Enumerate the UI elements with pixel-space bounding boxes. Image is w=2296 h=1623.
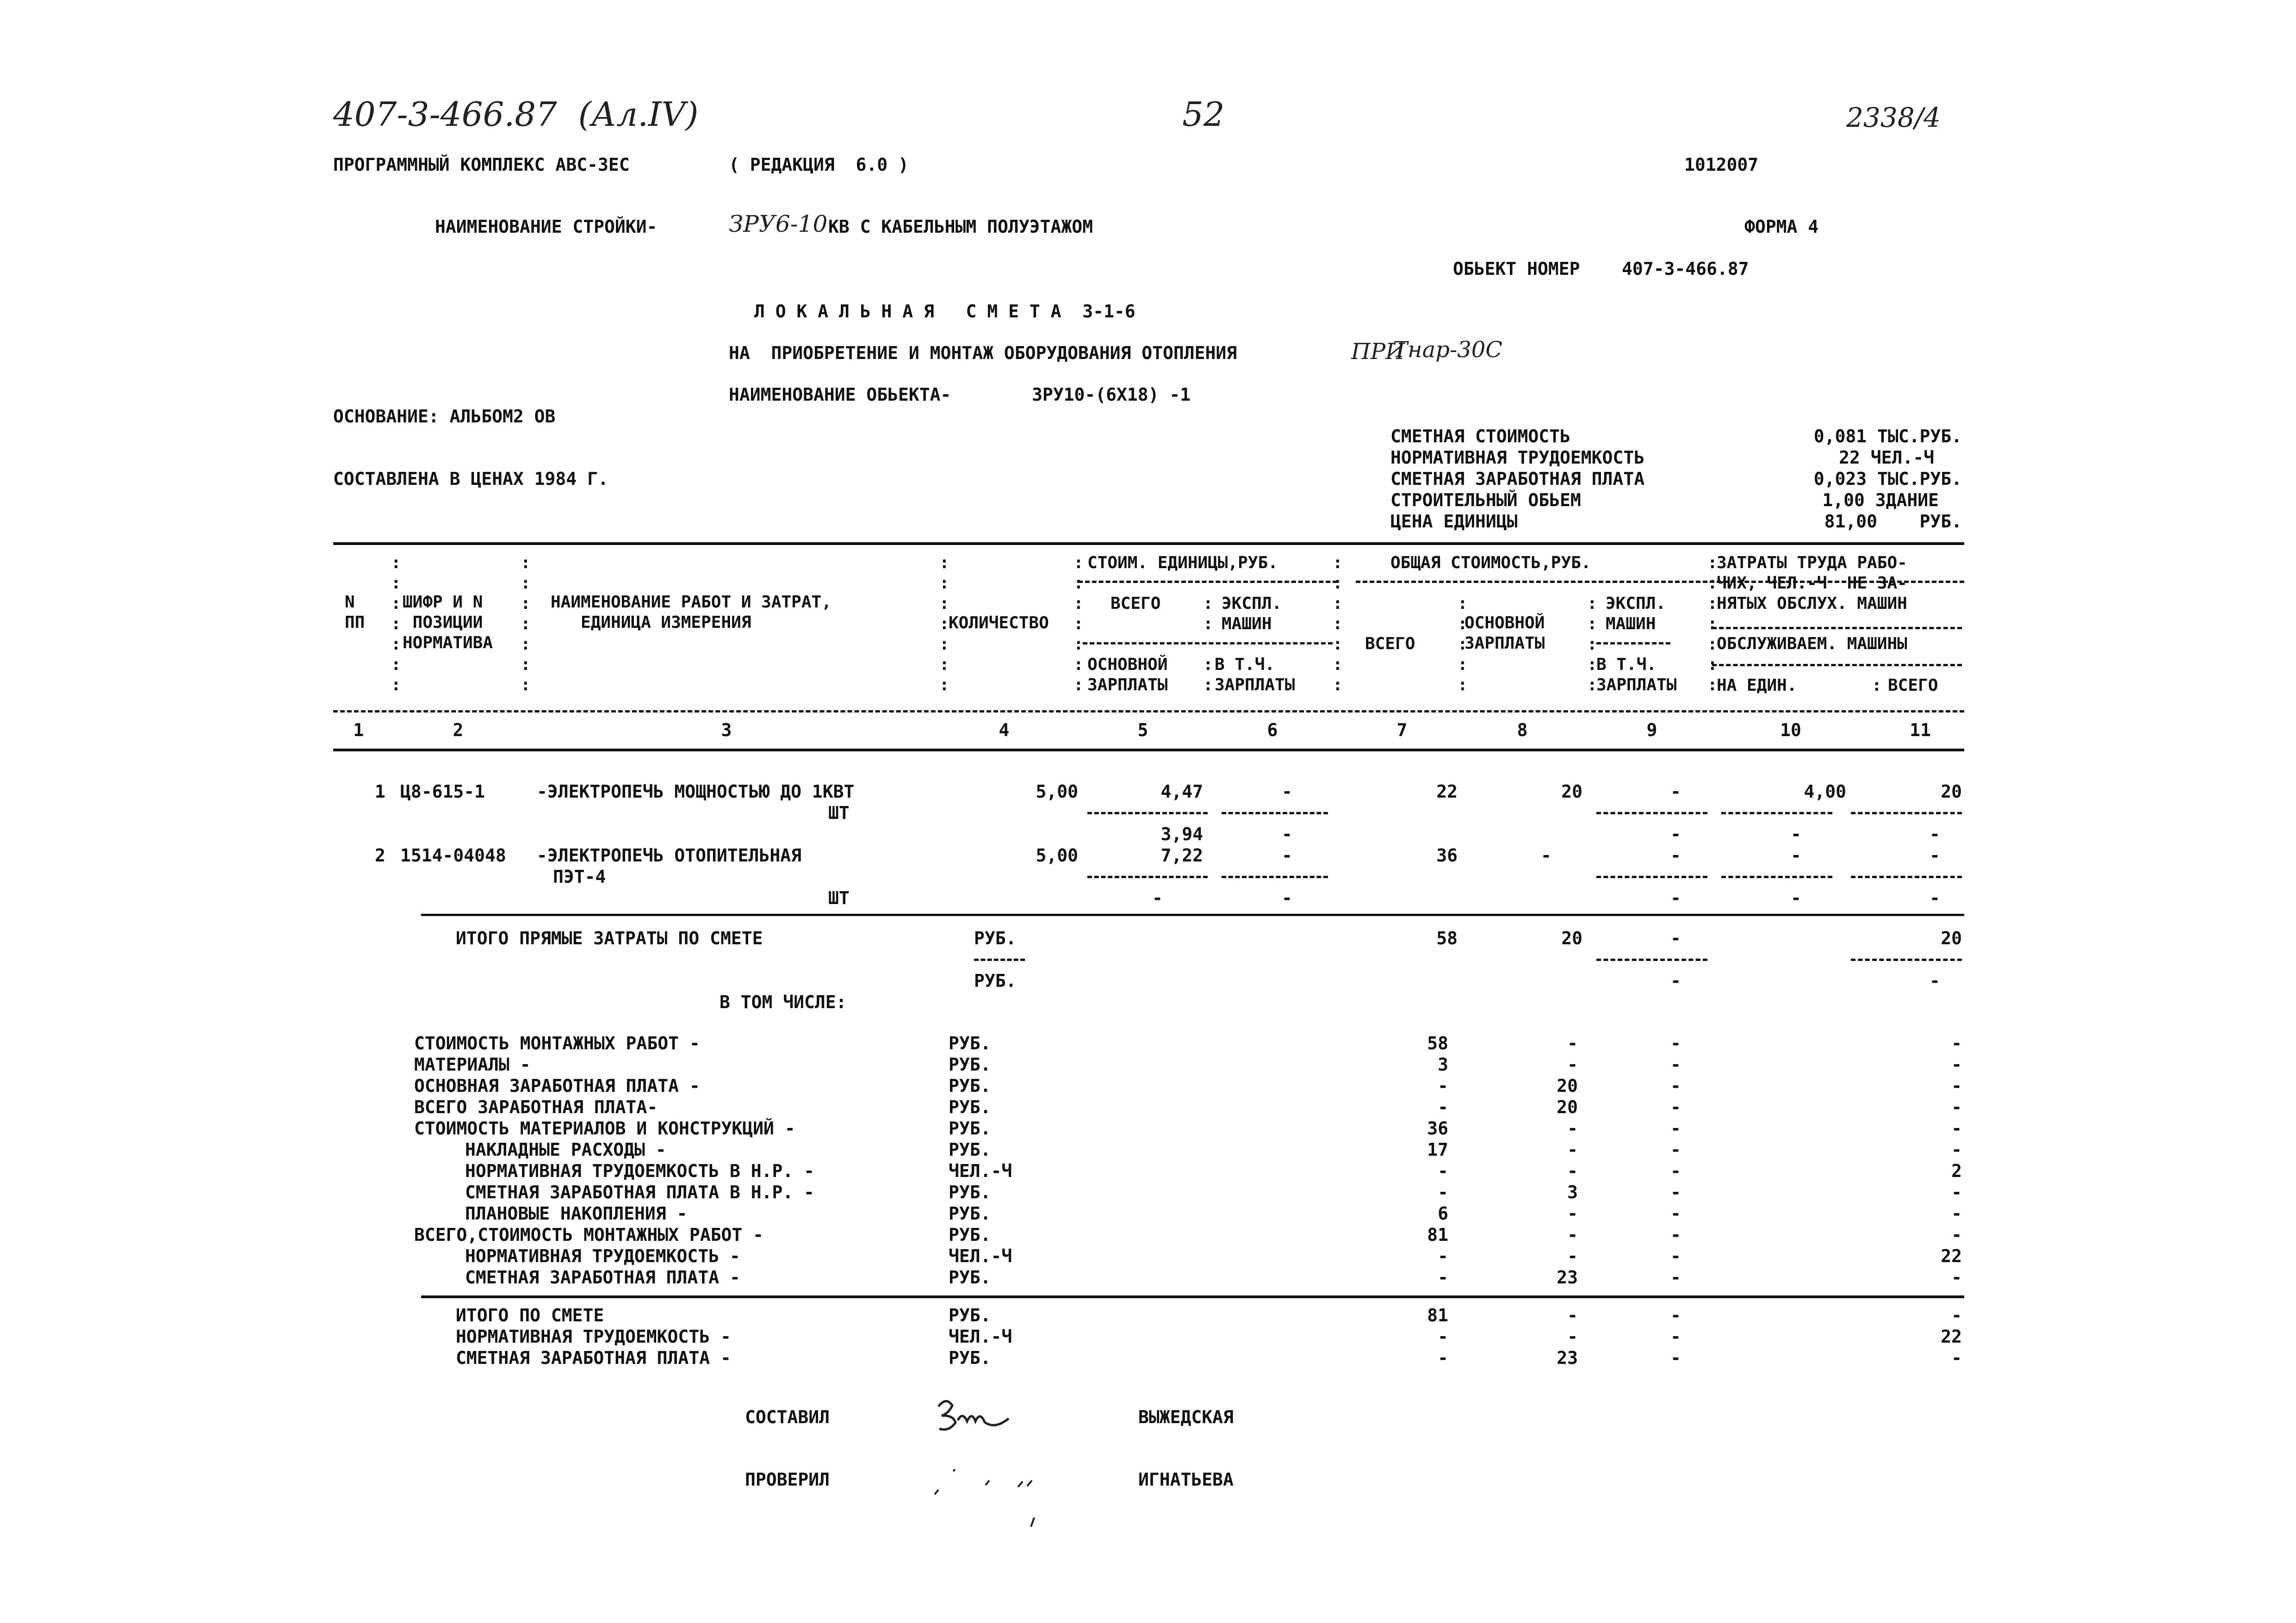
header-code: ШИФР И N ПОЗИЦИИ НОРМАТИВА <box>403 593 493 652</box>
header-total-incl: В Т.Ч. ЗАРПЛАТЫ <box>1596 655 1677 694</box>
column-number: 2 <box>453 720 464 740</box>
compiled-signature <box>930 1393 1023 1443</box>
breakdown-labor: - <box>1951 1033 1962 1053</box>
row-mach-incl: - <box>1670 888 1681 908</box>
direct-costs-label: ИТОГО ПРЯМЫЕ ЗАТРАТЫ ПО СМЕТЕ <box>456 928 763 948</box>
row-labor-unit-b: - <box>1791 888 1801 908</box>
header-labor-serv: ОБСЛУЖИВАЕМ. МАШИНЫ <box>1717 634 1907 653</box>
row-unit-mach: - <box>1282 845 1292 866</box>
breakdown-label: СМЕТНАЯ ЗАРАБОТНАЯ ПЛАТА В Н.Р. - <box>465 1182 814 1202</box>
breakdown-mach: - <box>1670 1225 1681 1245</box>
direct-costs-base: 20 <box>1561 928 1582 948</box>
breakdown-mach: - <box>1670 1076 1681 1096</box>
row-rule <box>1596 959 1707 961</box>
row-unit: ШТ <box>828 803 850 823</box>
table-top-rule <box>333 542 1964 545</box>
breakdown-label: СТОИМОСТЬ МАТЕРИАЛОВ И КОНСТРУКЦИЙ - <box>414 1118 795 1139</box>
row-rule <box>1721 812 1832 814</box>
summary-value: 0,081 ТЫС.РУБ. <box>1813 426 1962 446</box>
including-label: В ТОМ ЧИСЛЕ: <box>720 992 847 1012</box>
breakdown-label: ВСЕГО,СТОИМОСТЬ МОНТАЖНЫХ РАБОТ - <box>414 1225 763 1245</box>
row-unit-mach: - <box>1282 781 1292 802</box>
row-rule <box>1851 876 1962 878</box>
object-name-label: НАИМЕНОВАНИЕ ОБЬЕКТА- <box>729 384 951 405</box>
totals-total: 81 <box>1427 1305 1448 1326</box>
breakdown-base: 20 <box>1557 1097 1578 1117</box>
row-code: Ц8-615-1 <box>400 781 485 802</box>
totals-mach: - <box>1670 1305 1681 1326</box>
document-code: 1012007 <box>1684 155 1759 175</box>
breakdown-labor: - <box>1951 1182 1962 1202</box>
row-mach: - <box>1670 845 1681 866</box>
totals-labor: - <box>1951 1348 1962 1368</box>
breakdown-base: - <box>1567 1161 1578 1181</box>
breakdown-base: - <box>1567 1118 1578 1139</box>
breakdown-mach: - <box>1670 1203 1681 1224</box>
header-total-all: ВСЕГО <box>1365 634 1415 653</box>
summary-value: 81,00 РУБ. <box>1824 511 1962 532</box>
row-mach-incl: - <box>1670 824 1681 844</box>
breakdown-unit: РУБ. <box>949 1054 991 1075</box>
row-name: -ЭЛЕКТРОПЕЧЬ МОЩНОСТЬЮ ДО 1КВТ <box>537 781 855 802</box>
construction-value: КВ С КАБЕЛЬНЫМ ПОЛУЭТАЖОМ <box>828 217 1093 237</box>
row-labor-total-b: - <box>1930 888 1940 908</box>
breakdown-label: СМЕТНАЯ ЗАРАБОТНАЯ ПЛАТА - <box>465 1267 740 1288</box>
breakdown-total: - <box>1438 1076 1448 1096</box>
header-rule <box>1078 581 1337 583</box>
direct-costs-unit: РУБ. <box>974 928 1017 948</box>
breakdown-total: - <box>1438 1267 1448 1288</box>
row-rule <box>1596 876 1707 878</box>
sheet-number: 2338/4 <box>1846 102 1941 133</box>
row-qty: 5,00 <box>1036 781 1078 802</box>
breakdown-mach: - <box>1670 1033 1681 1053</box>
column-number: 6 <box>1267 720 1278 740</box>
row-number: 1 <box>375 781 385 802</box>
totals-mach: - <box>1670 1326 1681 1347</box>
page-number: 52 <box>1182 95 1225 134</box>
row-base: - <box>1541 845 1551 866</box>
totals-base: 23 <box>1557 1348 1578 1368</box>
row-name-cont: ПЭТ-4 <box>553 867 606 887</box>
doc-code-handwritten: 407-3-466.87 (Ал.IV) <box>333 95 699 134</box>
breakdown-mach: - <box>1670 1118 1681 1139</box>
header-rule <box>1596 642 1670 644</box>
breakdown-mach: - <box>1670 1182 1681 1202</box>
totals-unit: РУБ. <box>949 1305 991 1326</box>
edition: ( РЕДАКЦИЯ 6.0 ) <box>729 155 909 175</box>
summary-label: СМЕТНАЯ ЗАРАБОТНАЯ ПЛАТА <box>1390 469 1645 489</box>
row-unit: ШТ <box>828 888 850 908</box>
row-rule <box>1222 876 1328 878</box>
breakdown-unit: ЧЕЛ.-Ч <box>949 1246 1012 1266</box>
object-name-value: ЗРУ10-(6Х18) -1 <box>1032 384 1191 405</box>
price-basis: СОСТАВЛЕНА В ЦЕНАХ 1984 Г. <box>333 469 608 489</box>
breakdown-base: - <box>1567 1246 1578 1266</box>
construction-label: НАИМЕНОВАНИЕ СТРОЙКИ- <box>435 217 658 237</box>
breakdown-total: 81 <box>1427 1225 1448 1245</box>
totals-label: ИТОГО ПО СМЕТЕ <box>456 1305 604 1326</box>
breakdown-total: 58 <box>1427 1033 1448 1053</box>
breakdown-mach: - <box>1670 1161 1681 1181</box>
totals-base: - <box>1567 1305 1578 1326</box>
breakdown-unit: РУБ. <box>949 1225 991 1245</box>
totals-rule <box>421 1295 1964 1298</box>
breakdown-total: - <box>1438 1161 1448 1181</box>
summary-label: СМЕТНАЯ СТОИМОСТЬ <box>1390 426 1570 446</box>
column-number: 4 <box>999 720 1010 740</box>
compiled-name: ВЫЖЕДСКАЯ <box>1138 1407 1234 1427</box>
breakdown-unit: РУБ. <box>949 1203 991 1224</box>
breakdown-base: 23 <box>1557 1267 1578 1288</box>
breakdown-labor: - <box>1951 1097 1962 1117</box>
breakdown-labor: 2 <box>1951 1161 1962 1181</box>
totals-base: - <box>1567 1326 1578 1347</box>
row-rule <box>974 959 1025 961</box>
totals-unit: ЧЕЛ.-Ч <box>949 1326 1012 1347</box>
row-unit-incl: - <box>1282 824 1292 844</box>
breakdown-labor: - <box>1951 1203 1962 1224</box>
header-total-base: ОСНОВНОЙ ЗАРПЛАТЫ <box>1464 613 1545 653</box>
breakdown-unit: ЧЕЛ.-Ч <box>949 1161 1012 1181</box>
summary-value: 0,023 ТЫС.РУБ. <box>1813 469 1962 489</box>
basis: ОСНОВАНИЕ: АЛЬБОМ2 ОВ <box>333 406 556 427</box>
column-number: 9 <box>1646 720 1657 740</box>
column-number-rule <box>333 749 1964 751</box>
column-number: 10 <box>1780 720 1801 740</box>
row-rule <box>1851 959 1962 961</box>
row-number: 2 <box>375 845 385 866</box>
header-labor: ЗАТРАТЫ ТРУДА РАБО- ЧИХ, ЧЕЛ.-Ч НЕ ЗА- НЯТЫХ ОБСЛУХ. МАШИН <box>1717 553 1907 613</box>
row-labor-total: - <box>1930 845 1940 866</box>
row-unit-base: 3,94 <box>1160 824 1203 844</box>
breakdown-unit: РУБ. <box>949 1182 991 1202</box>
row-rule <box>1087 876 1208 878</box>
breakdown-label: НОРМАТИВНАЯ ТРУДОЕМКОСТЬ В Н.Р. - <box>465 1161 814 1181</box>
breakdown-total: 3 <box>1438 1054 1448 1075</box>
breakdown-total: 36 <box>1427 1118 1448 1139</box>
form-number: ФОРМА 4 <box>1744 217 1819 237</box>
row-labor-total-b: - <box>1930 824 1940 844</box>
breakdown-unit: РУБ. <box>949 1118 991 1139</box>
header-unit-total: ВСЕГО <box>1111 594 1161 613</box>
row-total: 22 <box>1436 781 1458 802</box>
header-labor-unit: НА ЕДИН. <box>1717 676 1797 695</box>
breakdown-labor: 22 <box>1941 1246 1962 1266</box>
breakdown-total: 17 <box>1427 1140 1448 1160</box>
direct-costs-labor-b: - <box>1930 971 1940 991</box>
column-number: 5 <box>1137 720 1148 740</box>
construction-handwritten: ЗРУ6-10 <box>729 211 828 237</box>
page-title: Л О К А Л Ь Н А Я С М Е Т А 3-1-6 <box>754 301 1136 322</box>
breakdown-label: ПЛАНОВЫЕ НАКОПЛЕНИЯ - <box>465 1203 688 1224</box>
breakdown-total: 6 <box>1438 1203 1448 1224</box>
breakdown-base: - <box>1567 1054 1578 1075</box>
breakdown-label: НАКЛАДНЫЕ РАСХОДЫ - <box>465 1140 666 1160</box>
breakdown-labor: - <box>1951 1225 1962 1245</box>
totals-total: - <box>1438 1348 1448 1368</box>
breakdown-unit: РУБ. <box>949 1267 991 1288</box>
breakdown-unit: РУБ. <box>949 1033 991 1053</box>
breakdown-mach: - <box>1670 1054 1681 1075</box>
row-labor-unit: 4,00 <box>1804 781 1846 802</box>
row-unit-base: - <box>1152 888 1163 908</box>
row-rule <box>1222 812 1328 814</box>
row-unit-total: 4,47 <box>1160 781 1203 802</box>
breakdown-mach: - <box>1670 1246 1681 1266</box>
checked-label: ПРОВЕРИЛ <box>745 1469 830 1490</box>
column-number: 8 <box>1517 720 1528 740</box>
direct-costs-rule <box>421 914 1964 916</box>
row-mach: - <box>1670 781 1681 802</box>
header-labor-total: ВСЕГО <box>1888 676 1938 695</box>
checked-signature <box>930 1453 1050 1531</box>
breakdown-unit: РУБ. <box>949 1076 991 1096</box>
checked-name: ИГНАТЬЕВА <box>1138 1469 1234 1490</box>
totals-unit: РУБ. <box>949 1348 991 1368</box>
header-unit-incl: В Т.Ч. ЗАРПЛАТЫ <box>1215 655 1295 694</box>
row-rule <box>1721 876 1832 878</box>
compiled-label: СОСТАВИЛ <box>745 1407 830 1427</box>
page-subtitle: НА ПРИОБРЕТЕНИЕ И МОНТАЖ ОБОРУДОВАНИЯ ОТОПЛЕНИЯ <box>729 343 1237 363</box>
direct-costs-labor: 20 <box>1941 928 1962 948</box>
direct-costs-mach: - <box>1670 928 1681 948</box>
breakdown-label: МАТЕРИАЛЫ - <box>414 1054 531 1075</box>
row-unit-incl: - <box>1282 888 1292 908</box>
row-code: 1514-04048 <box>400 845 506 866</box>
breakdown-unit: РУБ. <box>949 1140 991 1160</box>
totals-mach: - <box>1670 1348 1681 1368</box>
summary-label: НОРМАТИВНАЯ ТРУДОЕМКОСТЬ <box>1390 447 1645 468</box>
column-number: 1 <box>353 720 364 740</box>
breakdown-labor: - <box>1951 1267 1962 1288</box>
breakdown-labor: - <box>1951 1140 1962 1160</box>
header-total-mach: ЭКСПЛ. МАШИН <box>1606 594 1666 633</box>
breakdown-label: НОРМАТИВНАЯ ТРУДОЕМКОСТЬ - <box>465 1246 740 1266</box>
subtitle-handwritten-prefix: ПРИ <box>1351 339 1405 365</box>
header-unit-base: ОСНОВНОЙ ЗАРПЛАТЫ <box>1087 655 1168 694</box>
summary-label: ЦЕНА ЕДИНИЦЫ <box>1390 511 1518 532</box>
breakdown-labor: - <box>1951 1076 1962 1096</box>
row-rule <box>1851 812 1962 814</box>
breakdown-labor: - <box>1951 1118 1962 1139</box>
breakdown-mach: - <box>1670 1140 1681 1160</box>
totals-label: НОРМАТИВНАЯ ТРУДОЕМКОСТЬ - <box>456 1326 731 1347</box>
header-unit-mach: ЭКСПЛ. МАШИН <box>1222 594 1282 633</box>
totals-labor: 22 <box>1941 1326 1962 1347</box>
row-total: 36 <box>1436 845 1458 866</box>
header-qty: КОЛИЧЕСТВО <box>949 613 1049 632</box>
row-qty: 5,00 <box>1036 845 1078 866</box>
breakdown-mach: - <box>1670 1267 1681 1288</box>
direct-costs-mach-b: - <box>1670 971 1681 991</box>
header-name: НАИМЕНОВАНИЕ РАБОТ И ЗАТРАТ, ЕДИНИЦА ИЗМЕРЕНИЯ <box>551 593 832 632</box>
object-number: 407-3-466.87 <box>1622 259 1749 279</box>
row-name: -ЭЛЕКТРОПЕЧЬ ОТОПИТЕЛЬНАЯ <box>537 845 801 866</box>
breakdown-base: - <box>1567 1033 1578 1053</box>
breakdown-base: 20 <box>1557 1076 1578 1096</box>
row-rule <box>1596 812 1707 814</box>
direct-costs-total: 58 <box>1436 928 1458 948</box>
header-unit-cost: СТОИМ. ЕДИНИЦЫ,РУБ. <box>1087 553 1278 572</box>
header-npp: N ПП <box>345 593 365 632</box>
program-name: ПРОГРАММНЫЙ КОМПЛЕКС АВС-3ЕС <box>333 155 630 175</box>
breakdown-base: - <box>1567 1140 1578 1160</box>
object-number-label: ОБЬЕКТ НОМЕР <box>1453 259 1580 279</box>
column-number: 7 <box>1396 720 1408 740</box>
column-number: 3 <box>721 720 732 740</box>
summary-value: 22 ЧЕЛ.-Ч <box>1839 447 1934 468</box>
breakdown-base: 3 <box>1567 1182 1578 1202</box>
direct-costs-unit: РУБ. <box>974 971 1017 991</box>
summary-value: 1,00 ЗДАНИЕ <box>1822 490 1939 510</box>
breakdown-total: - <box>1438 1246 1448 1266</box>
subtitle-handwritten-temp: Tнар-30С <box>1393 337 1502 363</box>
breakdown-label: ОСНОВНАЯ ЗАРАБОТНАЯ ПЛАТА - <box>414 1076 700 1096</box>
row-rule <box>1087 812 1208 814</box>
breakdown-base: - <box>1567 1203 1578 1224</box>
row-labor-unit-b: - <box>1791 824 1801 844</box>
breakdown-unit: РУБ. <box>949 1097 991 1117</box>
row-unit-total: 7,22 <box>1160 845 1203 866</box>
column-number: 11 <box>1910 720 1931 740</box>
breakdown-label: ВСЕГО ЗАРАБОТНАЯ ПЛАТА- <box>414 1097 658 1117</box>
row-labor-total: 20 <box>1941 781 1962 802</box>
breakdown-labor: - <box>1951 1054 1962 1075</box>
breakdown-base: - <box>1567 1225 1578 1245</box>
header-total-cost: ОБЩАЯ СТОИМОСТЬ,РУБ. <box>1390 553 1591 572</box>
header-bottom-rule <box>333 710 1964 712</box>
header-rule <box>1712 627 1962 629</box>
summary-label: СТРОИТЕЛЬНЫЙ ОБЬЕМ <box>1390 490 1581 510</box>
totals-label: СМЕТНАЯ ЗАРАБОТНАЯ ПЛАТА - <box>456 1348 731 1368</box>
header-rule <box>1712 664 1962 666</box>
totals-total: - <box>1438 1326 1448 1347</box>
breakdown-total: - <box>1438 1097 1448 1117</box>
breakdown-total: - <box>1438 1182 1448 1202</box>
row-labor-unit: - <box>1791 845 1801 866</box>
breakdown-mach: - <box>1670 1097 1681 1117</box>
totals-labor: - <box>1951 1305 1962 1326</box>
breakdown-label: СТОИМОСТЬ МОНТАЖНЫХ РАБОТ - <box>414 1033 700 1053</box>
row-base: 20 <box>1561 781 1582 802</box>
